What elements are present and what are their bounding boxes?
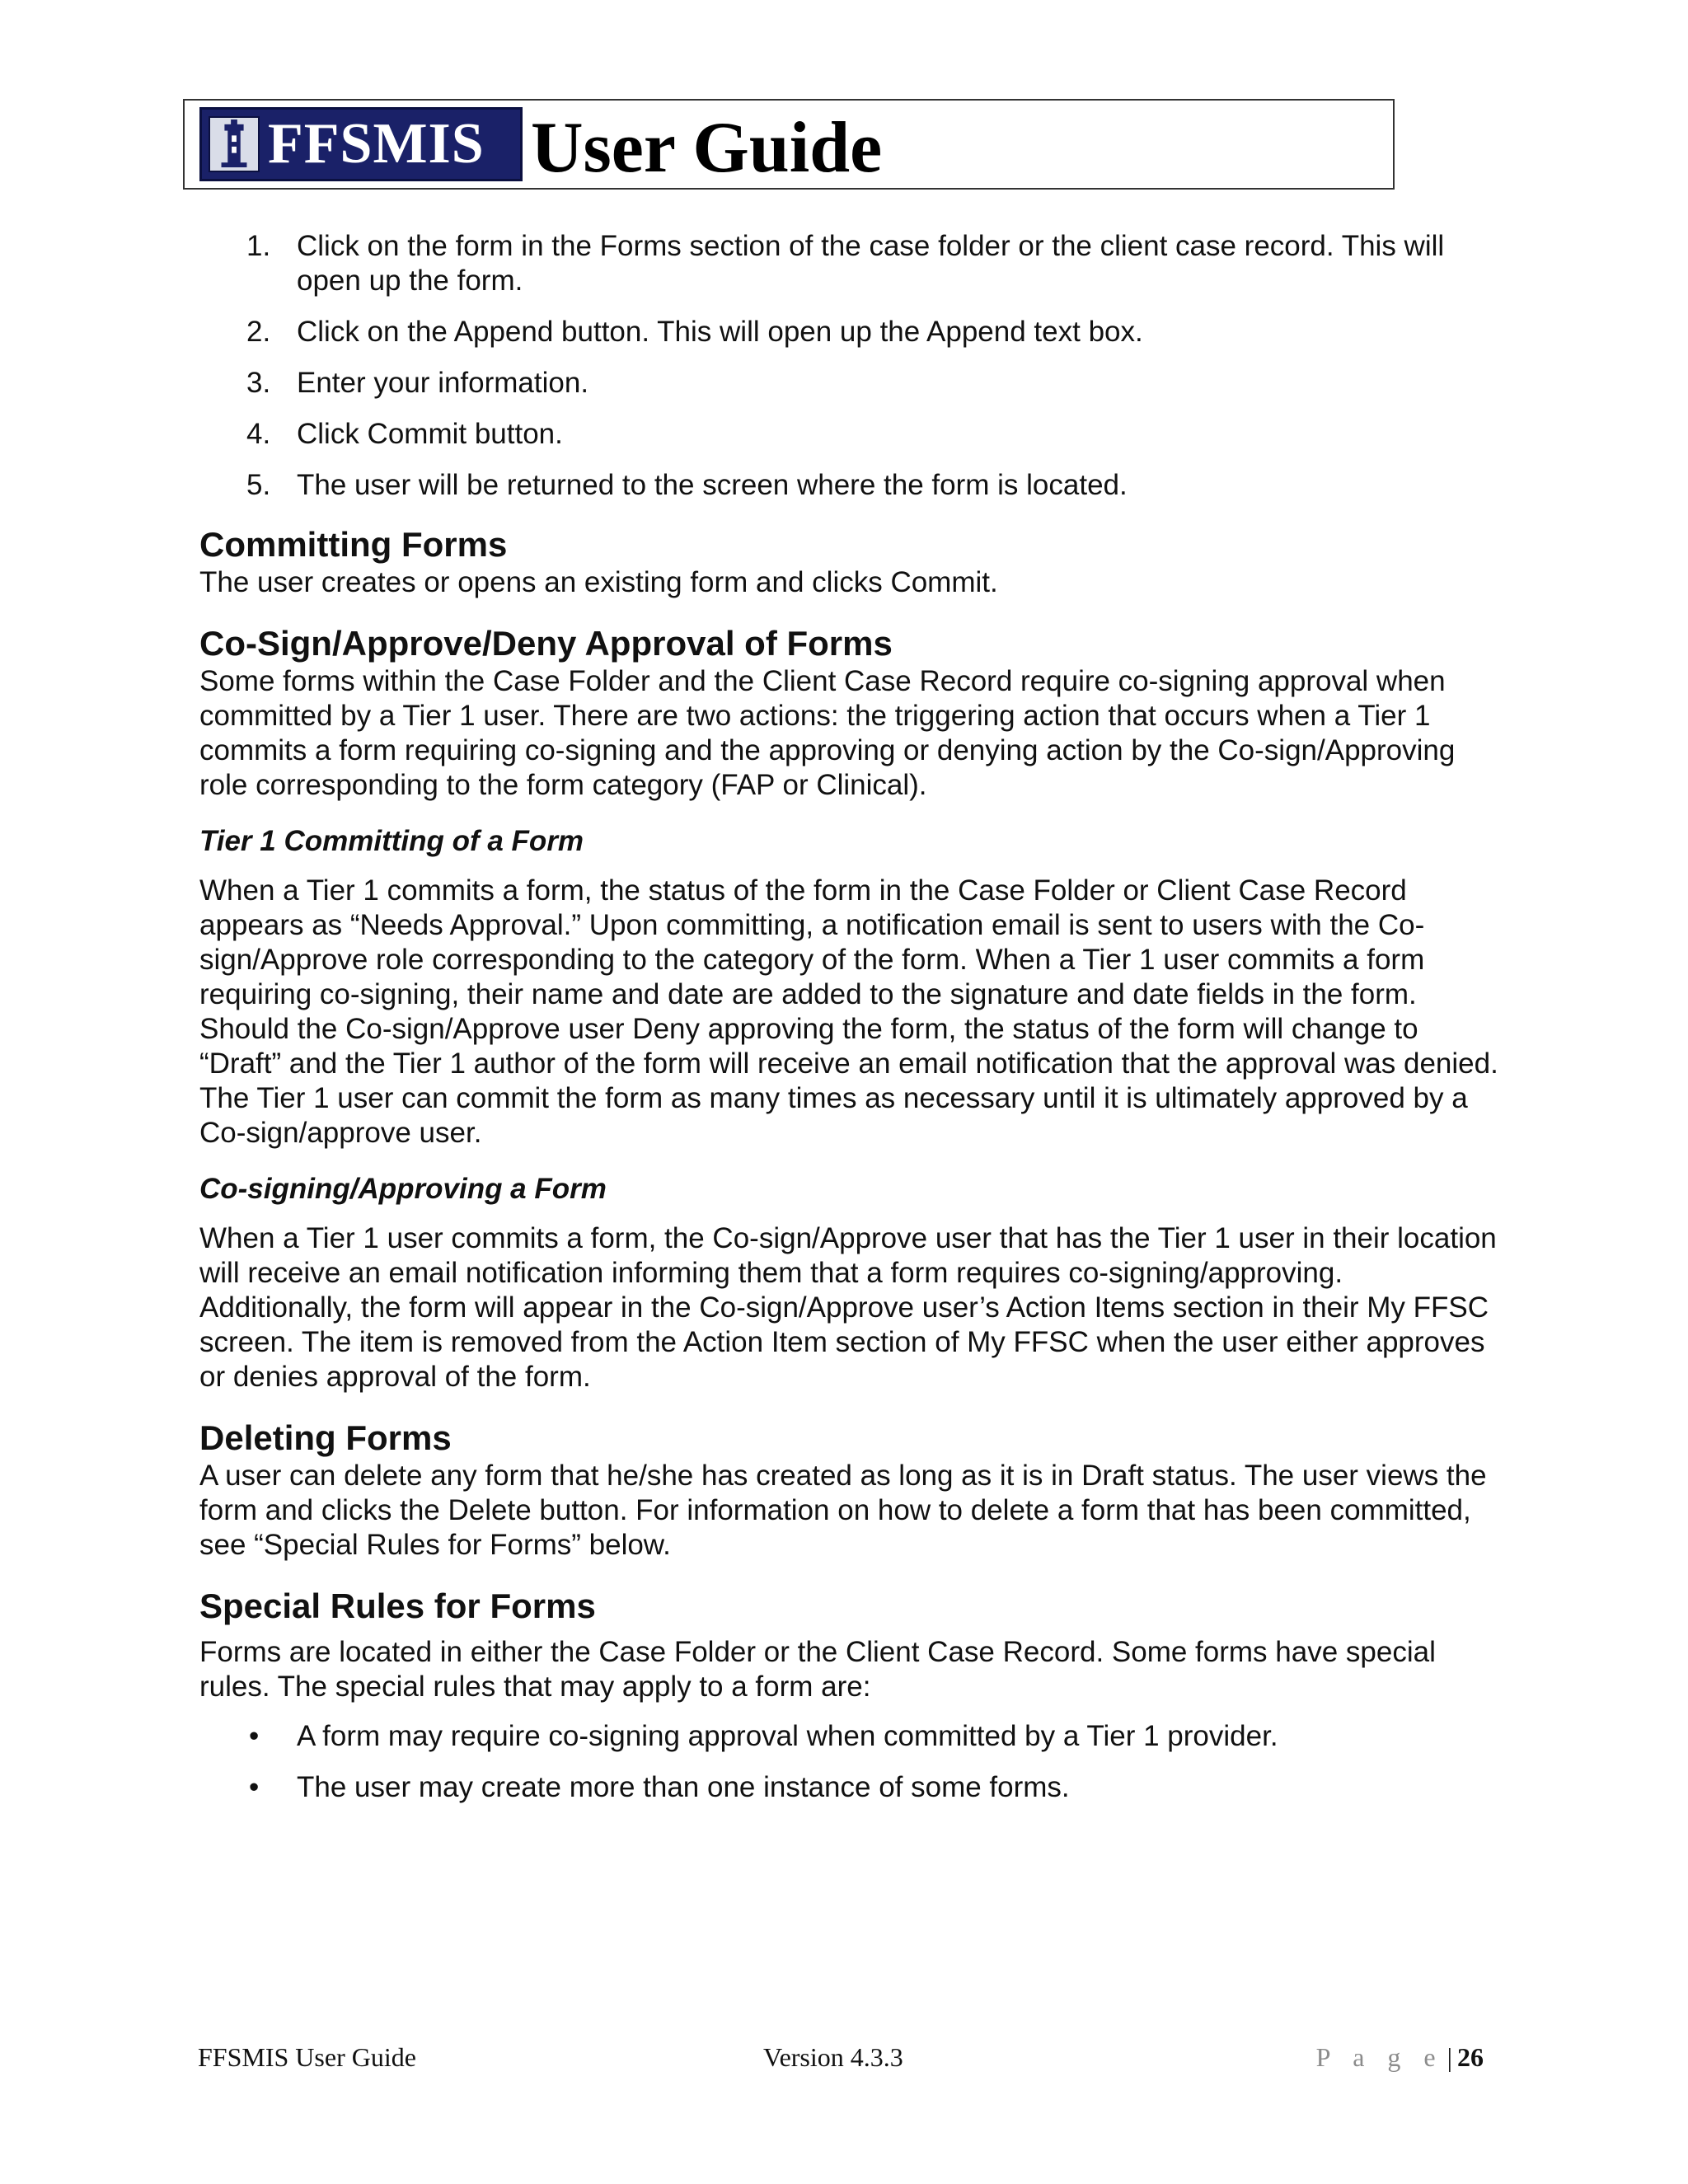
list-item: [199, 468, 1502, 503]
footer-version: Version 4.3.3: [763, 2042, 903, 2072]
cosign-text: Some forms within the Case Folder and the Client Case Record require co-signing approval when committed by a Tier 1 user. There are two actions: the triggering action that occurs when a Tier 1 commits a form requiring co-signing and the approving or denying action by the Co-sign/Approving role corresponding to the form category (FAP or Clinical).: [199, 665, 1456, 801]
list-item: [199, 366, 1502, 401]
cosigning-text: When a Tier 1 user commits a form, the Co-sign/Approve user that has the Tier 1 user in their location will receive an email notification informing them that a form requires co-signing/approving. Additionally, the form will appear in the Co-sign/Approve user’s Action Items section in their My FFSC screen. The item is removed from the Action Item section of My FFSC when the user either approves or denies approval of the form.: [199, 1222, 1497, 1393]
step-number: 2.: [246, 316, 271, 348]
bullet-icon: •: [249, 1771, 260, 1803]
page-number: 26: [1457, 2042, 1484, 2072]
deleting-heading: Deleting Forms: [199, 1418, 452, 1457]
committing-section: [199, 524, 1502, 600]
list-item: [199, 417, 1502, 452]
page-footer: [198, 2041, 1484, 2082]
cosign-heading: Co-Sign/Approve/Deny Approval of Forms: [199, 624, 893, 663]
tier1-heading: Tier 1 Committing of a Form: [199, 825, 584, 857]
footer-page-info: [1316, 2041, 1484, 2074]
step-text: Click on the form in the Forms section of the case folder or the client case record. This will open up the form.: [297, 230, 1445, 297]
step-text: Enter your information.: [297, 367, 589, 399]
special-rules-heading: Special Rules for Forms: [199, 1586, 596, 1625]
special-rules-text: Forms are located in either the Case Folder or the Client Case Record. Some forms have special rules. The special rules that may apply to a form are:: [199, 1636, 1436, 1703]
steps-list: [199, 229, 1502, 503]
main-content: [199, 229, 1502, 1821]
step-number: 3.: [246, 367, 271, 399]
tier1-text: When a Tier 1 commits a form, the status of the form in the Case Folder or Client Case Record appears as “Needs Approval.” Upon committing, a notification email is sent to users with the Co-sign/Approve role corresponding to the category of the form. When a Tier 1 user commits a form requiring co-signing, their name and date are added to the signature and date fields in the form. Should the Co-sign/Approve user Deny approving the form, the status of the form will change to “Draft” and the Tier 1 author of the form will receive an email notification that the approval was denied. The Tier 1 user can commit the form as many times as necessary until it is ultimately approved by a Co-sign/approve user.: [199, 874, 1498, 1149]
header-title: User Guide: [531, 108, 883, 188]
step-text: Click Commit button.: [297, 418, 563, 450]
deleting-text: A user can delete any form that he/she has created as long as it is in Draft status. The user views the form and clicks the Delete button. For information on how to delete a form that has been committed, see “Special Rules for Forms” below.: [199, 1460, 1487, 1561]
bullet-text: The user may create more than one instance of some forms.: [297, 1771, 1070, 1803]
lighthouse-icon: [209, 116, 260, 172]
special-rules-list: [199, 1719, 1502, 1805]
bullet-icon: •: [249, 1720, 260, 1752]
ffsmis-logo: [199, 107, 523, 181]
header-banner: [183, 99, 1395, 190]
committing-text: The user creates or opens an existing form and clicks Commit.: [199, 566, 998, 598]
footer-doc-title: FFSMIS User Guide: [198, 2042, 416, 2072]
cosign-section: [199, 623, 1502, 1394]
step-text: The user will be returned to the screen where the form is located.: [297, 469, 1128, 501]
special-rules-section: [199, 1586, 1502, 1805]
step-text: Click on the Append button. This will open up the Append text box.: [297, 316, 1143, 348]
page-label: P a g e: [1315, 2042, 1444, 2072]
list-item: [199, 1770, 1502, 1805]
deleting-section: [199, 1418, 1502, 1563]
page-separator: |: [1447, 2042, 1452, 2072]
committing-heading: Committing Forms: [199, 525, 508, 564]
cosigning-heading: Co-signing/Approving a Form: [199, 1173, 607, 1205]
logo-text: FFSMIS: [268, 112, 485, 176]
list-item: [199, 229, 1502, 298]
list-item: [199, 315, 1502, 349]
step-number: 4.: [246, 418, 271, 450]
step-number: 5.: [246, 469, 271, 501]
bullet-text: A form may require co-signing approval when committed by a Tier 1 provider.: [297, 1720, 1278, 1752]
step-number: 1.: [246, 230, 271, 262]
list-item: [199, 1719, 1502, 1754]
